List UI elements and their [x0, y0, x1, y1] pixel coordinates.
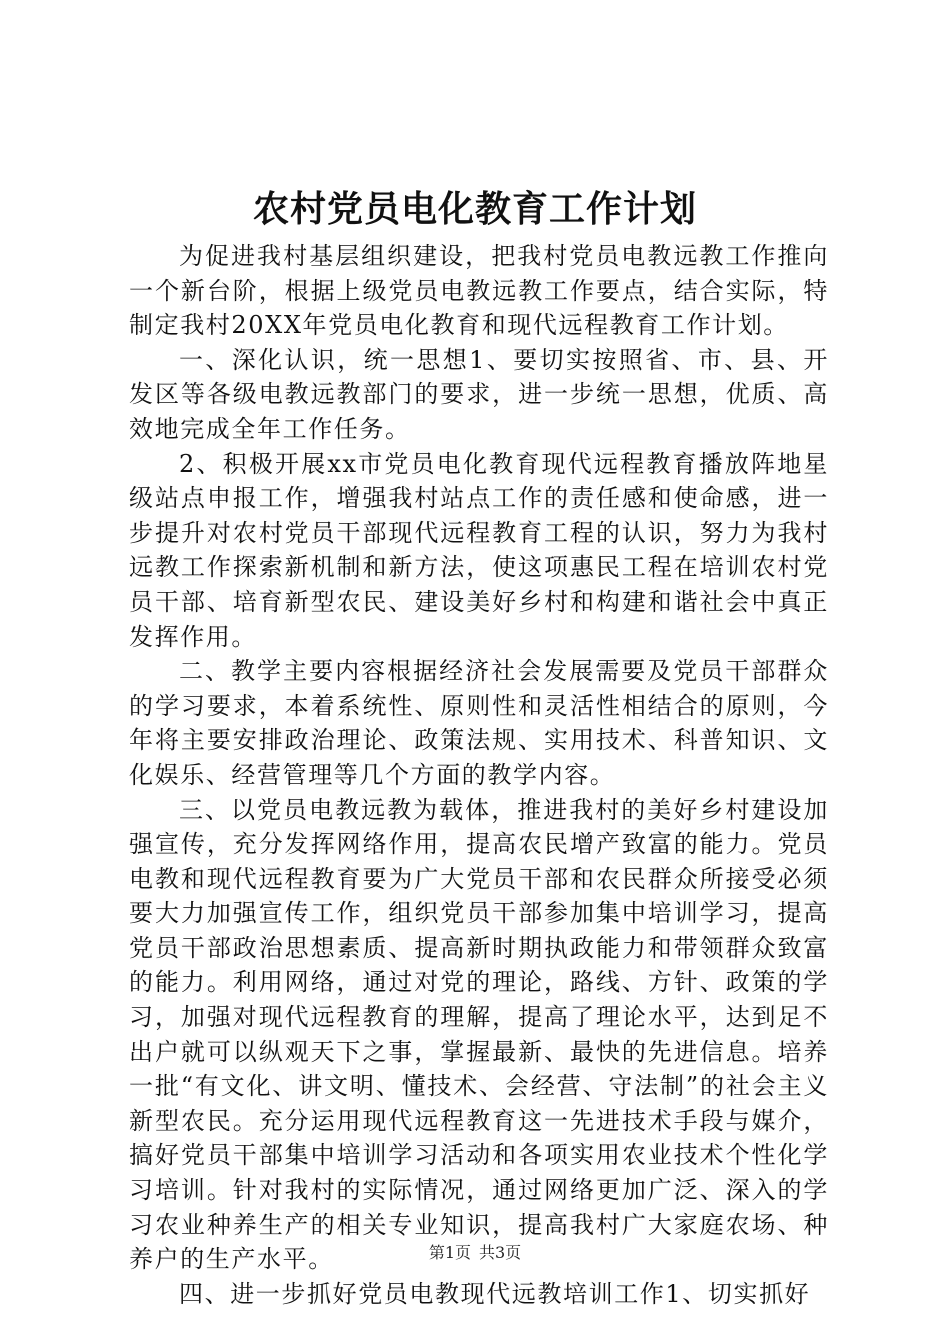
page-number-current: 第1页: [428, 1243, 471, 1262]
page-number-total: 共3页: [479, 1243, 522, 1262]
document-body: [129, 239, 829, 1311]
document-title: 农村党员电化教育工作计划: [252, 188, 697, 230]
page-footer: [0, 1242, 950, 1264]
paragraph-section-2: 二、教学主要内容根据经济社会发展需要及党员干部群众的学习要求，本着系统性、原则性和灵活性相结合的原则，今年将主要安排政治理论、政策法规、实用技术、科普知识、文化娱乐、经营管理等几个方面的教学内容。: [129, 657, 829, 789]
paragraph-section-4: 四、进一步抓好党员电教现代远教培训工作1、切实抓好: [179, 1279, 811, 1308]
paragraph-section-3: 三、以党员电教远教为载体，推进我村的美好乡村建设加强宣传，充分发挥网络作用，提高农民增产致富的能力。党员电教和现代远程教育要为广大党员干部和农民群众所接受必须要大力加强宣传工作，组织党员干部参加集中培训学习，提高党员干部政治思想素质、提高新时期执政能力和带领群众致富的能力。利用网络，通过对党的理论，路线、方针、政策的学习，加强对现代远程教育的理解，提高了理论水平，达到足不出户就可以纵观天下之事，掌握最新、最快的先进信息。培养一批“有文化、讲文明、懂技术、会经营、守法制”的社会主义新型农民。充分运用现代远程教育这一先进技术手段与媒介，搞好党员干部集中培训学习活动和各项实用农业技术个性化学习培训。针对我村的实际情况，通过网络更加广泛、深入的学习农业种养生产的相关专业知识，提高我村广大家庭农场、种养户的生产水平。: [129, 795, 829, 1274]
paragraph-section-1: 一、深化认识，统一思想1、要切实按照省、市、县、开发区等各级电教远教部门的要求，进一步统一思想，优质、高效地完成全年工作任务。: [129, 345, 829, 443]
paragraph-intro: 为促进我村基层组织建设，把我村党员电教远教工作推向一个新台阶，根据上级党员电教远教工作要点，结合实际，特制定我村20XX年党员电化教育和现代远程教育工作计划。: [129, 242, 829, 340]
paragraph-section-1-item-2: 2、积极开展xx市党员电化教育现代远程教育播放阵地星级站点申报工作，增强我村站点工作的责任感和使命感，进一步提升对农村党员干部现代远程教育工程的认识，努力为我村远教工作探索新机制和新方法，使这项惠民工程在培训农村党员干部、培育新型农民、建设美好乡村和构建和谐社会中真正发挥作用。: [129, 449, 829, 651]
